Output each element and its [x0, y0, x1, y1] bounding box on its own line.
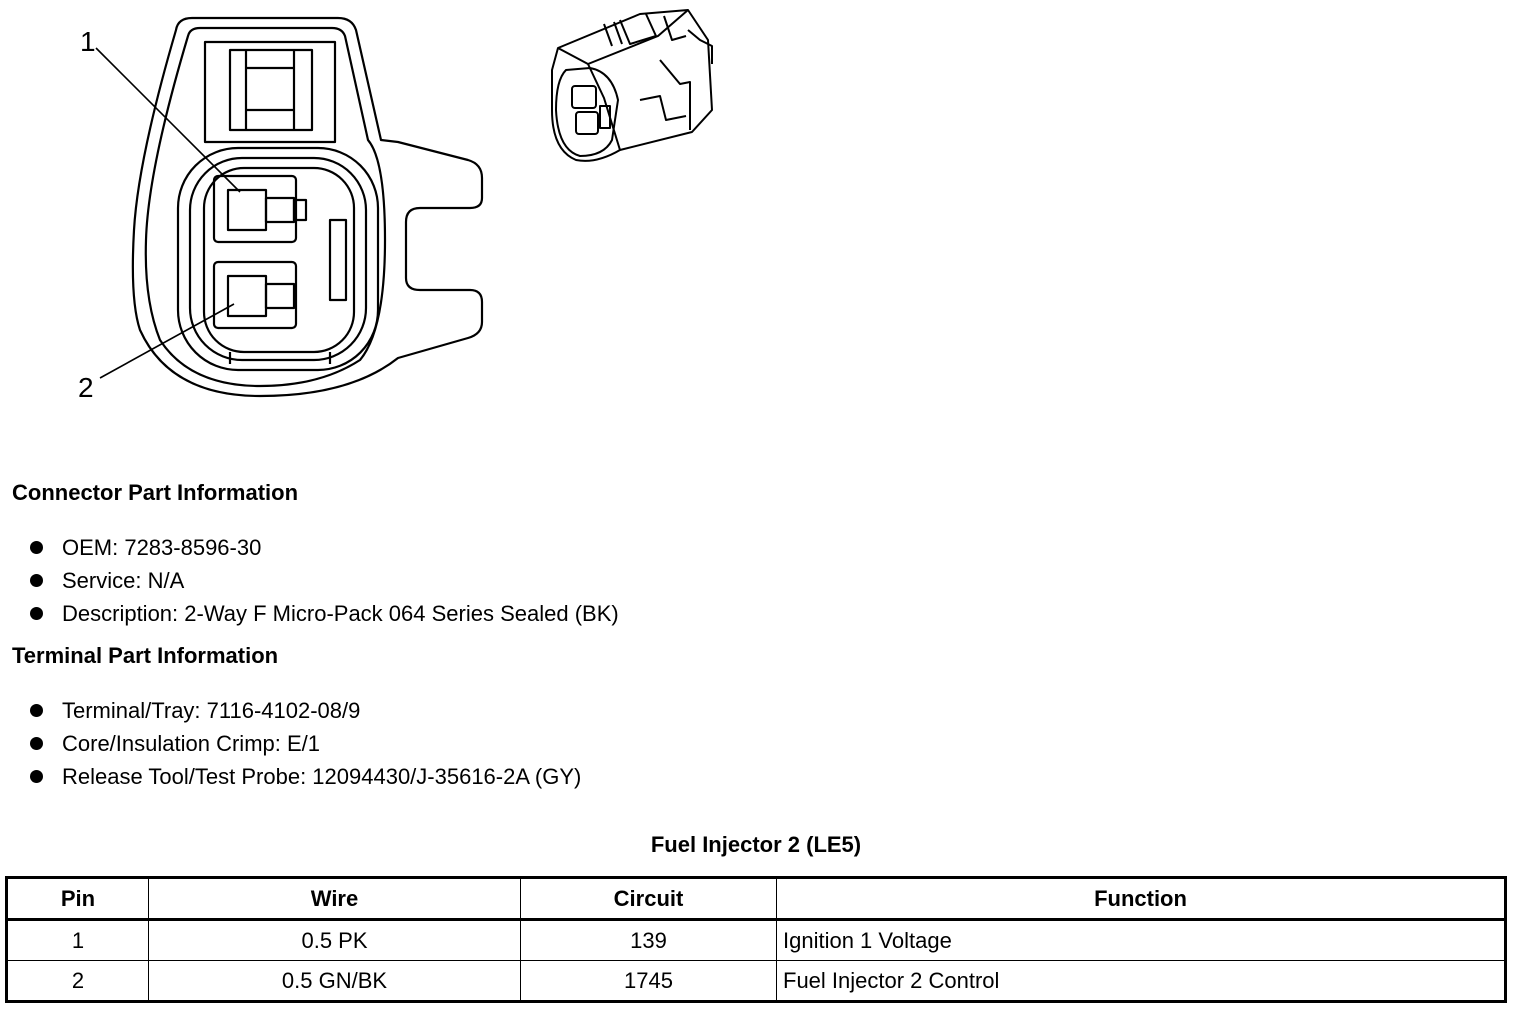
table-row: [7, 961, 1506, 1002]
table-row: [7, 920, 1506, 961]
connector-face-drawing: [0, 0, 1520, 440]
connector-part-heading: Connector Part Information: [12, 480, 299, 505]
connector-isometric-drawing: [552, 10, 712, 161]
cell-wire: 0.5 PK: [149, 920, 521, 961]
bullet-icon: [30, 541, 43, 554]
list-item-text: Description: 2-Way F Micro-Pack 064 Series Sealed (BK): [62, 601, 619, 626]
bullet-icon: [30, 574, 43, 587]
list-item-text: Service: N/A: [62, 568, 185, 593]
cell-circuit: 139: [521, 920, 777, 961]
terminal-part-heading: Terminal Part Information: [12, 643, 279, 668]
bullet-icon: [30, 737, 43, 750]
table-header-row: [7, 878, 1506, 920]
cell-pin: 1: [7, 920, 149, 961]
list-item: [30, 727, 581, 760]
cell-wire: 0.5 GN/BK: [149, 961, 521, 1002]
list-item: [30, 597, 619, 630]
connector-part-list: [30, 531, 619, 630]
column-header-wire: Wire: [149, 878, 521, 920]
cavity-2: [214, 262, 296, 328]
list-item-text: Terminal/Tray: 7116-4102-08/9: [62, 698, 361, 723]
pinout-table: [5, 876, 1507, 1003]
list-item: [30, 564, 619, 597]
cell-circuit: 1745: [521, 961, 777, 1002]
list-item: [30, 694, 581, 727]
column-header-circuit: Circuit: [521, 878, 777, 920]
cavity-1: [214, 176, 296, 242]
list-item: [30, 760, 581, 793]
list-item-text: Core/Insulation Crimp: E/1: [62, 731, 320, 756]
cell-function: Fuel Injector 2 Control: [777, 961, 1506, 1002]
list-item-text: Release Tool/Test Probe: 12094430/J-35616-2A (GY): [62, 764, 582, 789]
pin-1-leader: [96, 48, 240, 192]
cell-function: Ignition 1 Voltage: [777, 920, 1506, 961]
bullet-icon: [30, 704, 43, 717]
list-item-text: OEM: 7283-8596-30: [62, 535, 262, 560]
list-item: [30, 531, 619, 564]
pin-2-callout: 2: [78, 372, 94, 403]
bullet-icon: [30, 770, 43, 783]
column-header-pin: Pin: [7, 878, 149, 920]
pin-1-callout: 1: [80, 26, 96, 57]
cell-pin: 2: [7, 961, 149, 1002]
terminal-part-list: [30, 694, 581, 793]
pinout-table-title: Fuel Injector 2 (LE5): [650, 832, 862, 857]
column-header-function: Function: [777, 878, 1506, 920]
bullet-icon: [30, 607, 43, 620]
